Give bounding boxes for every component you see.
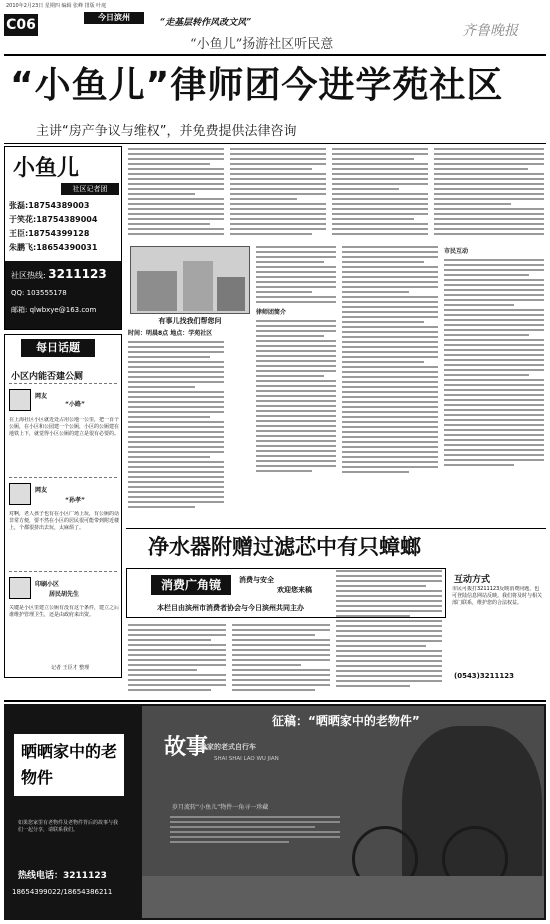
column-heading: 时间：明晨8点 地点：学苑社区: [128, 330, 213, 337]
comment-user: 印刷小区: [35, 581, 60, 588]
article-column: [128, 148, 224, 238]
consumer-logo: 消费广角镜: [151, 575, 231, 595]
reporter-row: 朱鹏飞:18654390031: [9, 243, 98, 252]
comment-handle: 居民胡先生: [49, 591, 80, 598]
article-photo: [130, 246, 250, 314]
notice-title: 征稿：: [272, 714, 309, 728]
hotline-row: 社区热线: 3211123: [11, 267, 107, 281]
page-number: C06: [4, 14, 38, 36]
date-line: 2010年2月23日 星期四 编辑 张峰 排版 叶庭: [6, 3, 107, 9]
photo-caption: 有事儿找我们帮您问: [158, 317, 222, 325]
topic-byline: 记者 王臣才 整理: [51, 665, 90, 671]
hotline-number: 3211123: [48, 267, 107, 281]
reporter-row: 于笑花:18754389004: [9, 215, 98, 224]
photo-caption: 岁月流转“小鱼儿”物件一角寻一珍藏: [172, 804, 269, 811]
column-heading: 市民互动: [444, 248, 469, 255]
divider: [9, 383, 117, 384]
promo-hotline-row: [18, 868, 107, 881]
consumer-tagline: 消费与安全: [239, 576, 274, 584]
story-pinyin: SHAI SHAI LAO WU JIAN: [214, 756, 279, 762]
qq-label: QQ: [11, 289, 23, 297]
article-column: [128, 328, 224, 528]
photo-building: [137, 271, 177, 311]
photo-ground: [142, 876, 544, 918]
reporter-phone: 18754399128: [28, 229, 90, 238]
story-text-block: [170, 816, 340, 846]
comment-item: [9, 483, 119, 569]
hotline-label: 社区热线: [11, 271, 43, 280]
article-column: [444, 246, 544, 528]
second-headline: 净水器附赠过滤芯中有只蟑螂: [148, 535, 421, 559]
promo-text: 如果您家里有老物件及老物件背后的故事与我们一起分享，请联系我们。: [18, 820, 119, 833]
reporter-phone: 18654390031: [36, 243, 98, 252]
newspaper-logo: 齐鲁晚报: [462, 23, 518, 39]
slogan: “走基层转作风改文风”: [160, 18, 252, 28]
comment-item: [9, 577, 119, 663]
headline-sub: 主讲“房产争议与维权”，并免费提供法律咨询: [36, 124, 297, 139]
comment-text: 关键是小区里建立公厕有没有这个条件，建立之后谁维护管理卫生，还是由政府来出资。: [9, 605, 119, 618]
headline-main: “小鱼儿”律师团今进学苑社区: [10, 65, 504, 106]
article-column: [256, 246, 336, 528]
user-avatar-icon: [9, 389, 31, 411]
column-title: “小鱼儿”扬游社区听民意: [190, 37, 334, 52]
article-column: [332, 148, 428, 238]
comment-user: 网友: [35, 487, 48, 494]
consumer-banner: 本栏目由滨州市消费者协会与今日滨州共同主办: [157, 604, 304, 612]
comment-item: [9, 389, 119, 475]
reporter-name: 于笑花: [9, 215, 33, 224]
story-title: 故事: [164, 734, 209, 760]
column-heading: 律师团简介: [256, 309, 287, 316]
comment-text: 在上海社区小区就近处占用公地一公里，把一百个公厕，在小区和公园建一个公厕，小区的公厕建在地铁上下，就觉得小区公厕的建立是很有必要的。: [9, 417, 119, 437]
daily-topic-title: 每日话题: [21, 339, 95, 357]
photo-building: [217, 277, 245, 311]
comment-handle: “孙孝”: [65, 497, 85, 504]
interaction-contact: (0543)3211123: [454, 672, 514, 680]
article-column: [128, 624, 226, 694]
reporter-row: 张磊:18754389003: [9, 201, 90, 210]
divider: [9, 571, 117, 572]
headline-rule: [4, 143, 546, 144]
article-column: [230, 148, 326, 238]
masthead-rule: [4, 54, 546, 56]
reporter-phone: 18754389004: [36, 215, 98, 224]
reporter-list: [9, 199, 119, 255]
daily-topic-panel: [4, 334, 122, 678]
bottom-promo: [4, 704, 546, 920]
story-subtitle: 我家的老式自行车: [200, 743, 256, 751]
article-column: [232, 624, 330, 694]
comment-handle: “小路”: [65, 401, 85, 408]
interaction-box: [448, 568, 546, 694]
sidebar-logo-subtitle: 社区记者团: [61, 183, 119, 195]
daily-topic-subtitle: 小区内能否建公厕: [11, 372, 84, 382]
interaction-body: 市民可拨打3211123反映消费问题，也可登陆信息网站反映。我们将及时与相关部门联系，维护您的合法权益。: [452, 586, 543, 606]
article-column: [342, 246, 438, 528]
section-tag: 今日滨州: [84, 12, 144, 24]
promo-hotline: 3211123: [63, 871, 107, 881]
user-avatar-icon: [9, 577, 31, 599]
notice-row: [272, 712, 420, 729]
promo-title: 晒晒家中的老物件: [21, 742, 118, 787]
promo-photo: [142, 706, 544, 918]
promo-title-box: [14, 734, 124, 796]
comment-text: 对啊，老人孩子也有在小区广场上玩，有公厕的话非常方便，要不然在小区的居民很可能带到附近楼上，个都很挤出去玩，太麻烦了。: [9, 511, 119, 531]
reporter-row: 王臣:18754399128: [9, 229, 90, 238]
reporter-name: 朱鹏飞: [9, 243, 33, 252]
reporter-sidebar: [4, 146, 122, 330]
divider: [9, 477, 117, 478]
qq-number: 103555178: [26, 289, 67, 297]
article-column: [336, 570, 442, 694]
hotline-block: [5, 261, 121, 329]
notice-quote: “晒晒家中的老物件”: [308, 714, 420, 728]
article-column: [434, 148, 544, 238]
comment-user: 网友: [35, 393, 48, 400]
reporter-name: 张磊: [9, 201, 25, 210]
bottom-rule: [4, 700, 546, 702]
consumer-tagline: 欢迎您来稿: [277, 586, 312, 594]
user-avatar-icon: [9, 483, 31, 505]
promo-phones: 18654399022/18654386211: [12, 888, 113, 896]
email-row: 邮箱: qlwbxye@163.com: [11, 306, 97, 314]
email-label: 邮箱: [11, 306, 25, 314]
qq-row: QQ: 103555178: [11, 289, 67, 297]
sidebar-logo: 小鱼儿: [13, 155, 80, 181]
reporter-name: 王臣: [9, 229, 25, 238]
interaction-title: 互动方式: [454, 575, 491, 585]
promo-hotline-label: 热线电话：: [18, 871, 64, 881]
email-address: qlwbxye@163.com: [29, 306, 97, 314]
section-rule: [126, 528, 546, 529]
reporter-phone: 18754389003: [28, 201, 90, 210]
photo-building: [183, 261, 213, 311]
